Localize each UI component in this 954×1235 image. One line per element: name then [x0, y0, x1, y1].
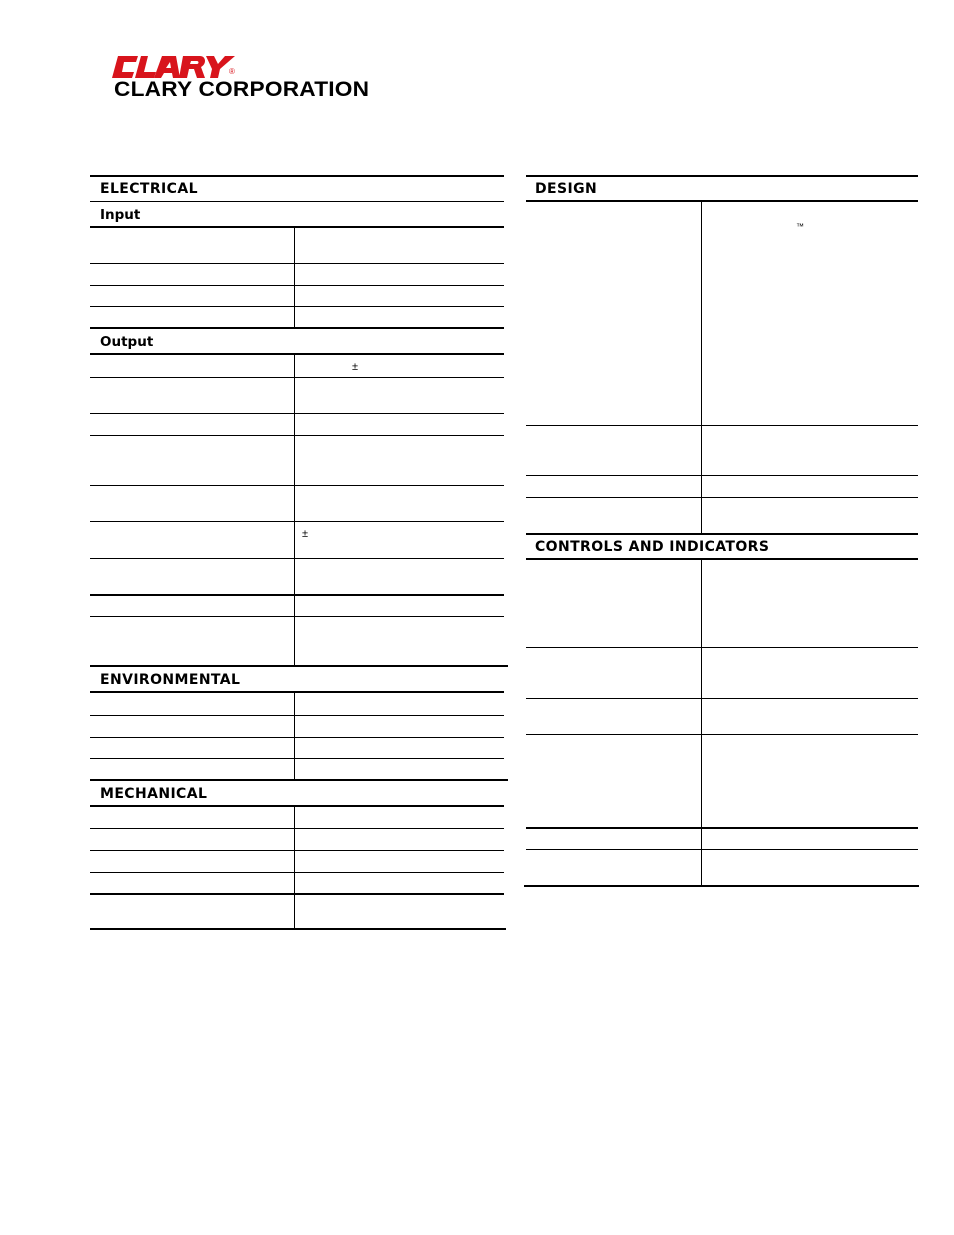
row-rule [90, 828, 504, 829]
row-rule [526, 475, 918, 476]
rule [526, 175, 918, 177]
rule [90, 691, 504, 693]
row-rule [90, 263, 504, 264]
row-rule [526, 647, 918, 648]
column-divider [294, 807, 295, 929]
row-rule [90, 715, 504, 716]
row-rule [90, 616, 504, 617]
subsection-title-output: Output [100, 334, 154, 350]
row-rule [526, 849, 918, 850]
rule [90, 805, 504, 807]
column-divider [294, 228, 295, 328]
row-rule [526, 698, 918, 699]
row-rule [90, 521, 504, 522]
column-divider [701, 560, 702, 886]
row-rule [526, 734, 918, 735]
rule [526, 827, 918, 829]
section-title-mechanical: MECHANICAL [100, 786, 208, 802]
rule [526, 200, 918, 202]
rule [90, 893, 504, 895]
section-title-electrical: ELECTRICAL [100, 181, 198, 197]
rule [90, 779, 508, 781]
rule [90, 175, 504, 177]
row-rule [90, 435, 504, 436]
rule [90, 353, 504, 355]
plus-minus-symbol: ± [302, 528, 309, 540]
row-rule [90, 737, 504, 738]
row-rule [90, 485, 504, 486]
section-title-controls-and-indicators: CONTROLS AND INDICATORS [535, 539, 770, 555]
row-rule [90, 558, 504, 559]
column-divider [294, 355, 295, 666]
row-rule [90, 306, 504, 307]
registered-mark: ® [229, 67, 235, 76]
row-rule [90, 413, 504, 414]
section-title-design: DESIGN [535, 181, 598, 197]
row-rule [90, 377, 504, 378]
rule [90, 201, 504, 202]
rule [526, 533, 918, 535]
section-title-environmental: ENVIRONMENTAL [100, 672, 241, 688]
row-rule [526, 425, 918, 426]
rule [90, 594, 504, 596]
clary-logo-mark [112, 56, 237, 78]
company-name: CLARY CORPORATION [114, 78, 370, 101]
row-rule [90, 758, 504, 759]
rule [90, 327, 504, 329]
row-rule [526, 497, 918, 498]
subsection-title-input: Input [100, 207, 141, 223]
rule [90, 928, 506, 930]
column-divider [701, 202, 702, 533]
rule [526, 558, 918, 560]
row-rule [90, 872, 504, 873]
row-rule [90, 850, 504, 851]
row-rule [90, 285, 504, 286]
trademark-symbol: ™ [796, 222, 804, 231]
rule [524, 885, 919, 887]
rule [90, 226, 504, 228]
plus-minus-symbol: ± [352, 361, 359, 373]
rule [90, 665, 508, 667]
